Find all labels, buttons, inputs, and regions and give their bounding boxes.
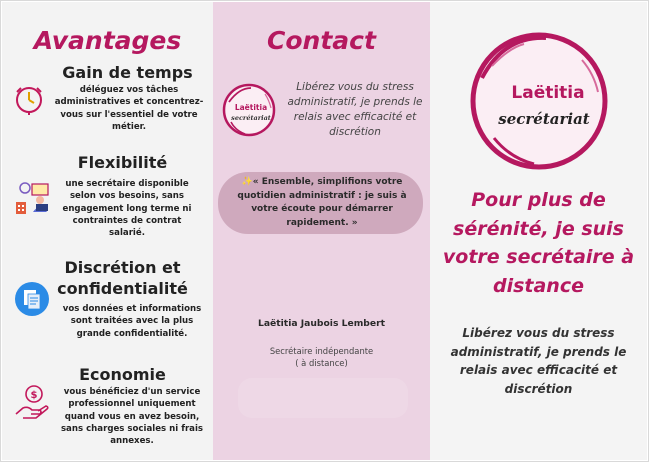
advantages-title: Avantages — [33, 26, 182, 55]
logo-large — [464, 26, 614, 181]
contact-name: Laëtitia Jaubois Lembert — [257, 318, 386, 329]
benefit-flexibility — [2, 152, 213, 239]
remote-work-icon — [14, 178, 54, 223]
contact-panel — [213, 2, 430, 460]
hero-subtext: Libérez vous du stress administratif, je prends le relais avec efficacité et discrétion — [450, 326, 627, 396]
quote-text — [227, 176, 417, 230]
money-hand-icon — [14, 384, 50, 429]
sparkle-icon: ✨ — [241, 177, 253, 187]
benefit-title: Gain de temps — [62, 63, 193, 82]
benefit-desc: vos données et informations sont traitées avec la plus grande confidentialité. — [62, 304, 202, 339]
advantages-panel — [2, 2, 213, 460]
benefit-desc: déléguez vos tâches administratives et concentrez-vous sur l'essentiel de votre métier. — [54, 85, 204, 132]
contact-title: Contact — [267, 26, 376, 55]
logo-small-subtitle: secrétariat — [231, 114, 271, 122]
benefit-confidentiality — [2, 257, 213, 339]
contact-role — [213, 346, 430, 369]
contact-tagline: Libérez vous du stress administratif, je prends le relais avec efficacité et discrétion — [287, 81, 423, 138]
logo-large-subtitle: secrétariat — [498, 110, 590, 128]
hero-headline: Pour plus de sérénité, je suis votre secrétaire à distance — [442, 189, 635, 297]
hero-panel — [430, 2, 647, 460]
benefit-title: Discrétion et confidentialité — [57, 258, 188, 298]
benefit-title: Economie — [79, 365, 166, 384]
logo-large-name: Laëtitia — [511, 83, 585, 103]
quote-body: « Ensemble, simplifions votre quotidien administratif : je suis à votre écoute pour démarrer rapidement. » — [237, 177, 407, 228]
logo-small — [221, 82, 277, 143]
benefit-economy — [2, 364, 213, 447]
contact-button[interactable] — [238, 378, 408, 418]
documents-icon — [14, 281, 50, 322]
benefit-desc: vous bénéficiez d'un service professionnel uniquement quand vous en avez besoin, sans charges sociales ni frais annexes. — [60, 387, 204, 447]
benefit-title: Flexibilité — [77, 153, 168, 172]
benefit-time — [2, 62, 213, 132]
logo-small-name: Laëtitia — [234, 103, 268, 112]
role-line-1: Secrétaire indépendante — [269, 346, 374, 356]
svg-text:$: $ — [30, 390, 38, 401]
role-line-2: ( à distance) — [295, 357, 348, 368]
benefit-desc: une secrétaire disponible selon vos besoins, sans engagement long terme ni contraintes de contrat salarié. — [62, 179, 192, 239]
clock-icon — [14, 82, 44, 121]
